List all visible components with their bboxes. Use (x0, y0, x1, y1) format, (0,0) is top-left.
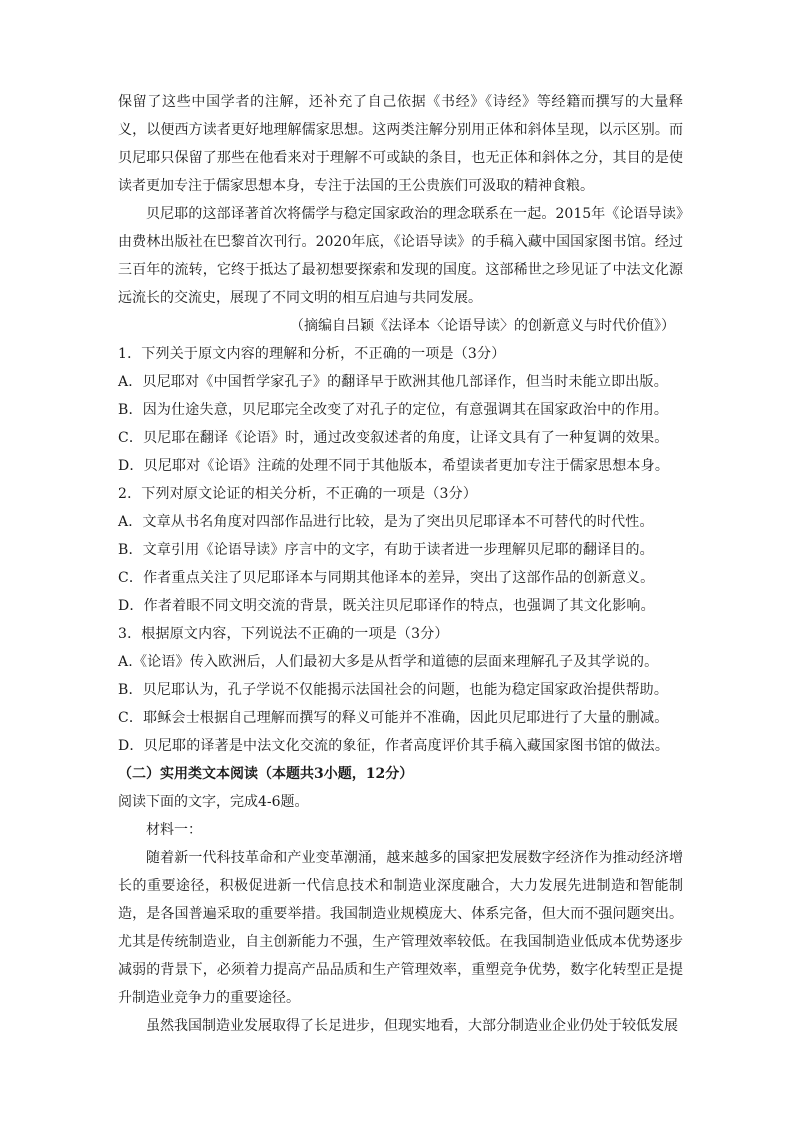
body-paragraph: 贝尼耶的这部译著首次将儒学与稳定国家政治的理念联系在一起。2015年《论语导读》由费林出版社在巴黎首次刊行。2020年底，《论语导读》的手稿入藏中国国家图书馆。经过三百年的流转，它终于抵达了最初想要探索和发现的国度。这部稀世之珍见证了中法文化源远流长的交流史，展现了不同文明的相互启迪与共同发展。 (118, 206, 683, 306)
body-paragraph: 随着新一代科技革命和产业变革潮涌，越来越多的国家把发展数字经济作为推动经济增长的重要途径，积极促进新一代信息技术和制造业深度融合，大力发展先进制造和智能制造，是各国普遍采取的重要举措。我国制造业规模庞大、体系完备，但大而不强问题突出。尤其是传统制造业，自主创新能力不强，生产管理效率较低。在我国制造业低成本优势逐步减弱的背景下，必须着力提高产品品质和生产管理效率，重塑竞争优势，数字化转型正是提升制造业竞争力的重要途径。 (118, 850, 683, 1006)
question-stem: 2．下列对原文论证的相关分析，不正确的一项是（3分） (118, 486, 478, 502)
question-stem: 3．根据原文内容，下列说法不正确的一项是（3分） (118, 626, 449, 642)
material-label: 材料一： (146, 822, 202, 838)
answer-option: C．贝尼耶在翻译《论语》时，通过改变叙述者的角度，让译文具有了一种复调的效果。 (118, 430, 669, 446)
source-citation: （摘编自吕颖《法译本〈论语导读〉的创新意义与时代价值》） (290, 318, 675, 334)
answer-option: A．文章从书名角度对四部作品进行比较，是为了突出贝尼耶译本不可替代的时代性。 (118, 514, 654, 530)
answer-option: C．耶稣会士根据自己理解而撰写的释义可能并不准确，因此贝尼耶进行了大量的删减。 (118, 710, 669, 726)
instruction-text: 阅读下面的文字，完成4-6题。 (118, 794, 309, 810)
answer-option: A.《论语》传入欧洲后，人们最初大多是从哲学和道德的层面来理解孔子及其学说的。 (118, 654, 659, 670)
answer-option: B．贝尼耶认为，孔子学说不仅能揭示法国社会的问题，也能为稳定国家政治提供帮助。 (118, 682, 669, 698)
answer-option: D．贝尼耶的译著是中法文化交流的象征，作者高度评价其手稿入藏国家图书馆的做法。 (118, 738, 670, 754)
question-stem: 1．下列关于原文内容的理解和分析，不正确的一项是（3分） (118, 346, 506, 362)
document-page (118, 88, 683, 1040)
body-paragraph: 保留了这些中国学者的注解，还补充了自己依据《书经》《诗经》等经籍而撰写的大量释义，以便西方读者更好地理解儒家思想。这两类注解分别用正体和斜体呈现，以示区别。而贝尼耶只保留了那些在他看来对于理解不可或缺的条目，也无正体和斜体之分，其目的是使读者更加专注于儒家思想本身，专注于法国的王公贵族们可汲取的精神食粮。 (118, 94, 683, 194)
answer-option: D．作者着眼不同文明交流的背景，既关注贝尼耶译作的特点，也强调了其文化影响。 (118, 598, 655, 614)
answer-option: A．贝尼耶对《中国哲学家孔子》的翻译早于欧洲其他几部译作，但当时未能立即出版。 (118, 374, 668, 390)
answer-option: B．因为仕途失意，贝尼耶完全改变了对孔子的定位，有意强调其在国家政治中的作用。 (118, 402, 669, 418)
answer-option: D．贝尼耶对《论语》注疏的处理不同于其他版本，希望读者更加专注于儒家思想本身。 (118, 458, 670, 474)
answer-option: C．作者重点关注了贝尼耶译本与同期其他译本的差异，突出了这部作品的创新意义。 (118, 570, 655, 586)
body-paragraph: 虽然我国制造业发展取得了长足进步，但现实地看，大部分制造业企业仍处于较低发展 (146, 1018, 678, 1034)
section-title: （二）实用类文本阅读（本题共3小题，12分） (118, 766, 414, 782)
answer-option: B．文章引用《论语导读》序言中的文字，有助于读者进一步理解贝尼耶的翻译目的。 (118, 542, 654, 558)
